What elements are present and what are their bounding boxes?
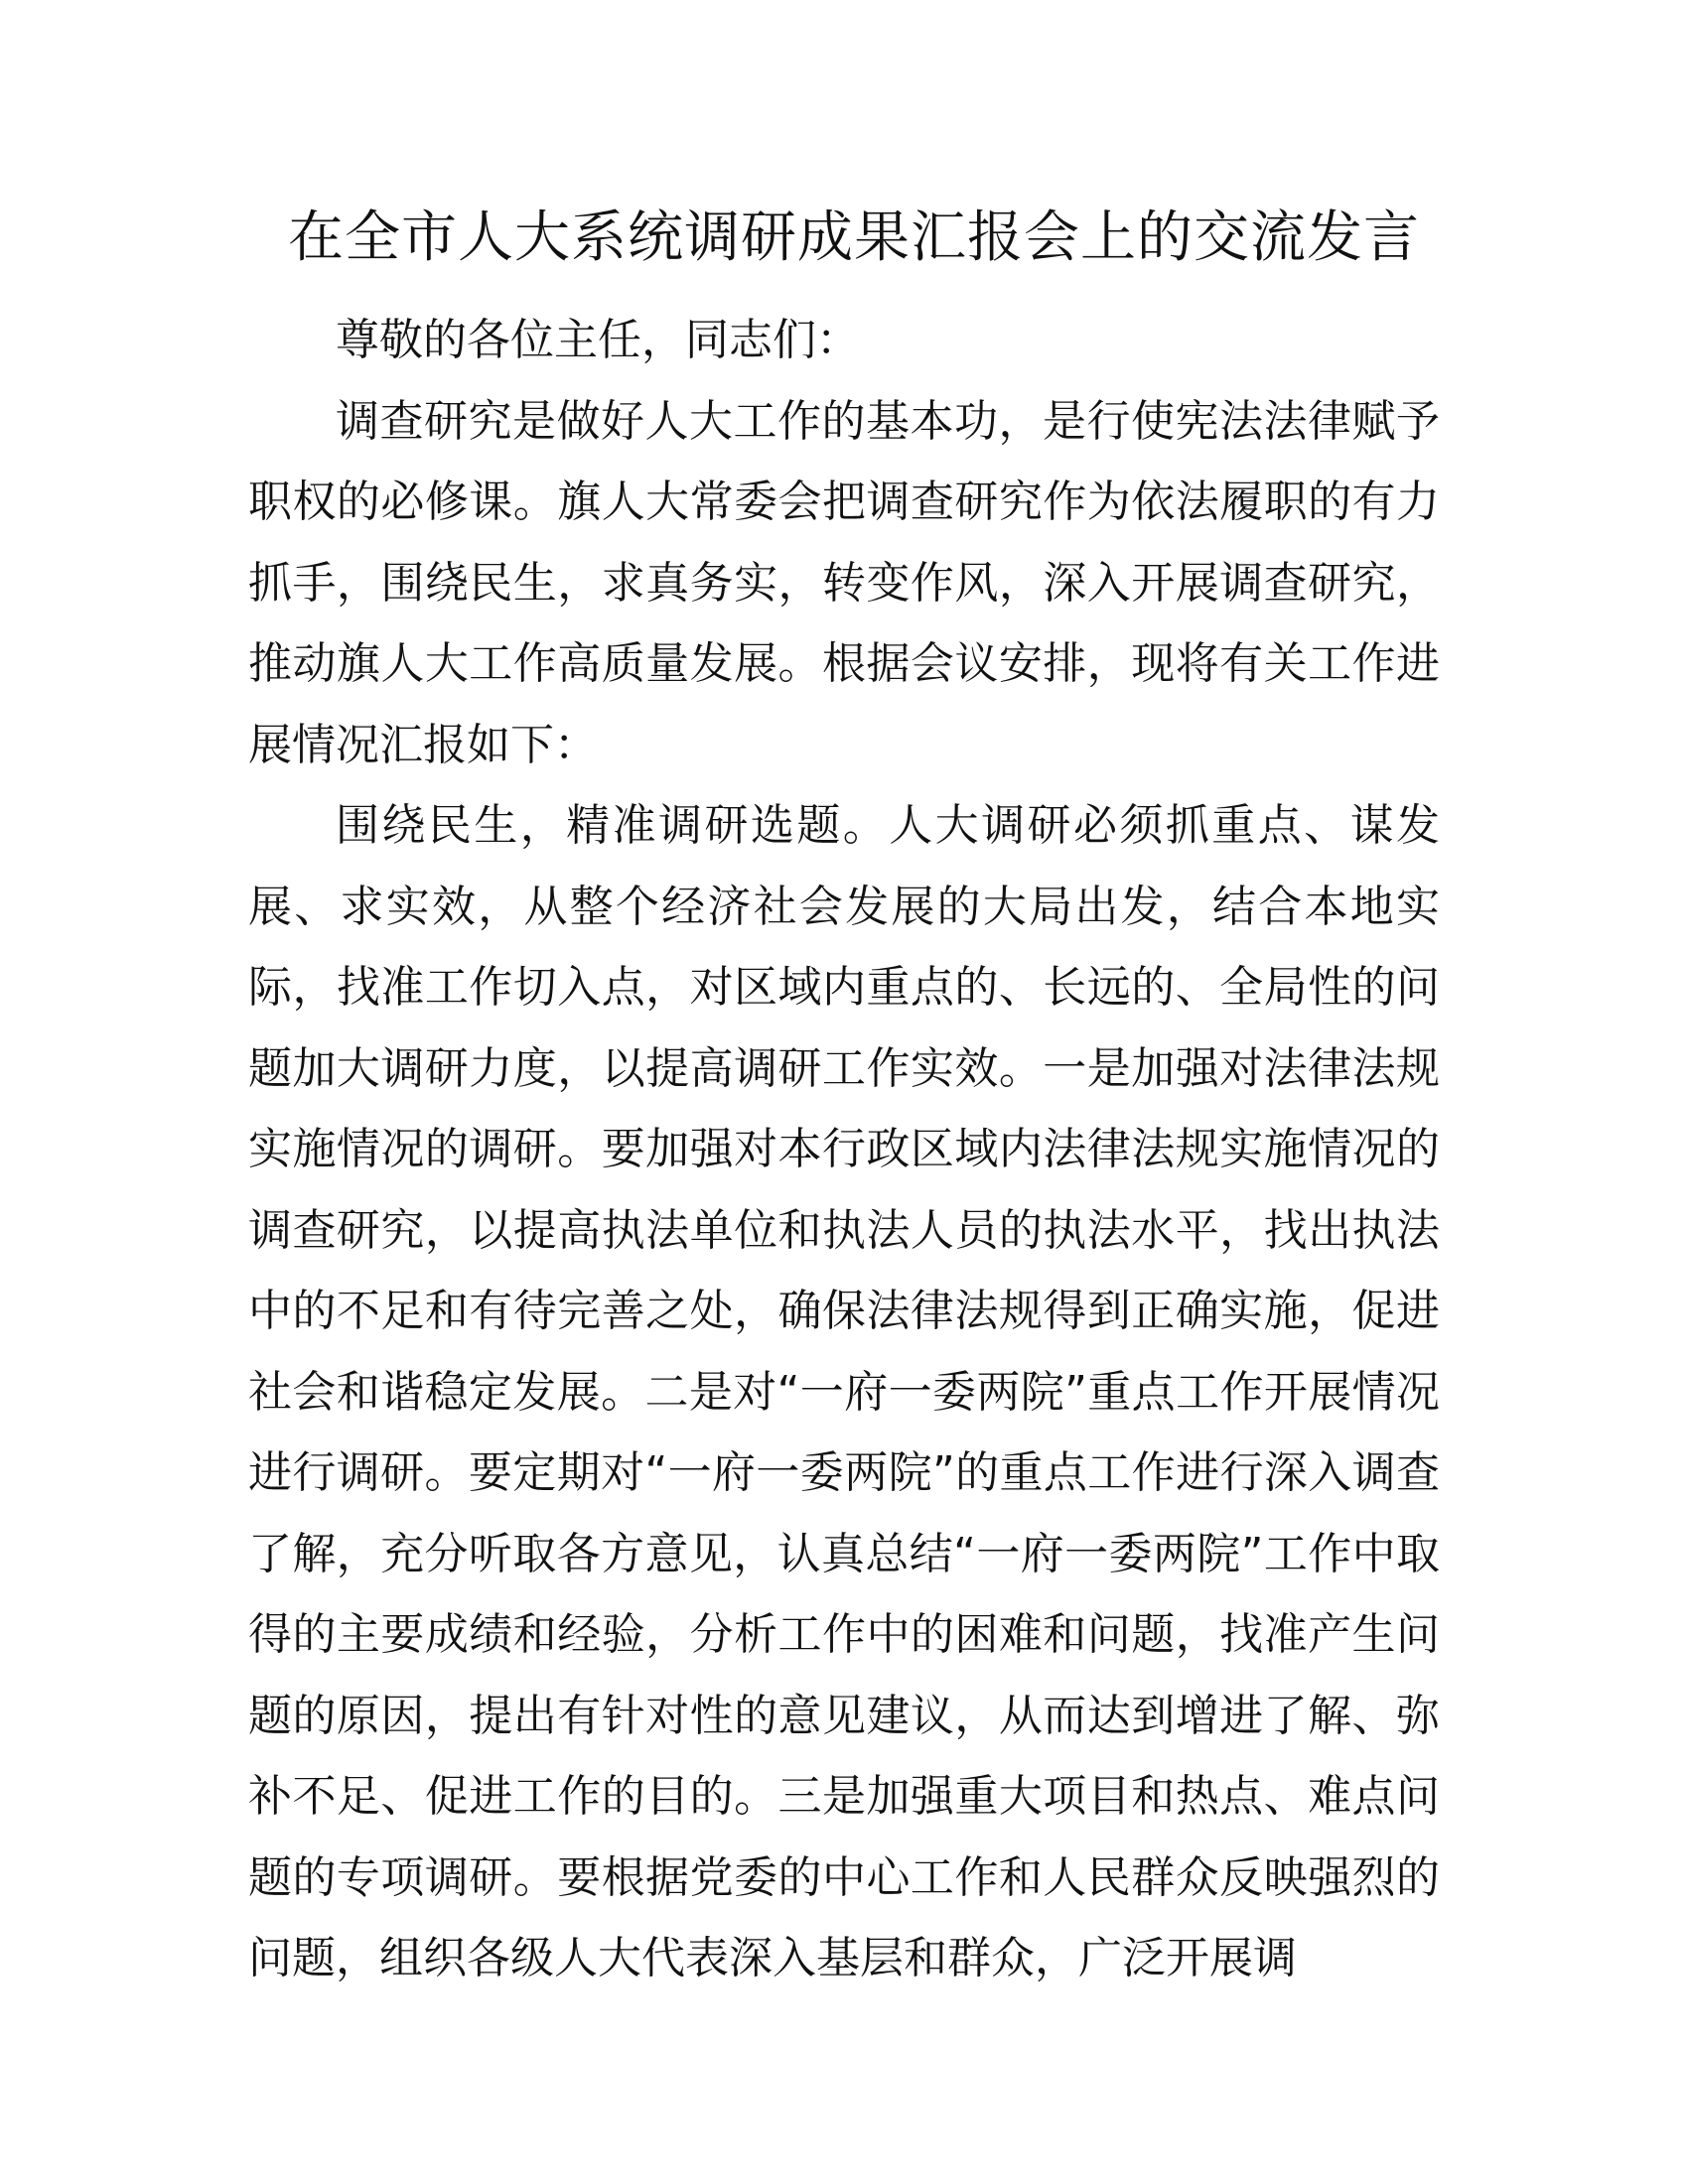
intro-paragraph: 调查研究是做好人大工作的基本功，是行使宪法法律赋予职权的必修课。旗人大常委会把调查研究作为依法履职的有力抓手，围绕民生，求真务实，转变作风，深入开展调查研究，推动旗人大工作高质量发展。根据会议安排，现将有关工作进展情况汇报如下： bbox=[248, 395, 1440, 770]
salutation-paragraph: 尊敬的各位主任，同志们： bbox=[336, 315, 860, 365]
research-topic-paragraph: 围绕民生，精准调研选题。人大调研必须抓重点、谋发展、求实效，从整个经济社会发展的大局出发，结合本地实际，找准工作切入点，对区域内重点的、长远的、全局性的问题加大调研力度，以提高调研工作实效。一是加强对法律法规实施情况的调研。要加强对本行政区域内法律法规实施情况的调查研究，以提高执法单位和执法人员的执法水平，找出执法中的不足和有待完善之处，确保法律法规得到正确实施，促进社会和谐稳定发展。二是对“一府一委两院”重点工作开展情况进行调研。要定期对“一府一委两院”的重点工作进行深入调查了解，充分听取各方意见，认真总结“一府一委两院”工作中取得的主要成绩和经验，分析工作中的困难和问题，找准产生问题的原因，提出有针对性的意见建议，从而达到增进了解、弥补不足、促进工作的目的。三是加强重大项目和热点、难点问题的专项调研。要根据党委的中心工作和人民群众反映强烈的问题，组织各级人大代表深入基层和群众，广泛开展调 bbox=[248, 800, 1440, 1983]
document-body bbox=[248, 300, 1440, 1999]
document-title: 在全市人大系统调研成果汇报会上的交流发言 bbox=[288, 205, 1420, 270]
